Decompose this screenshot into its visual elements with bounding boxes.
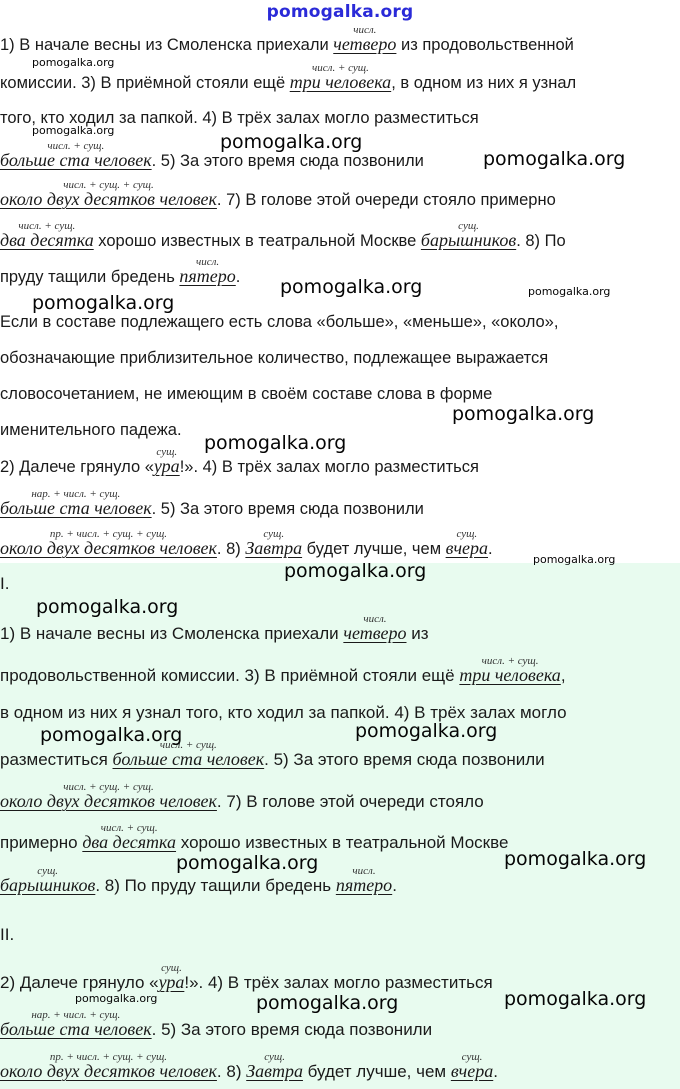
watermark: pomogalka.org <box>280 276 423 298</box>
rule-line-2: обозначающие приблизительное количество, подлежащее выражается <box>0 349 549 367</box>
watermark: pomogalka.org <box>355 720 498 742</box>
watermark: pomogalka.org <box>284 560 427 582</box>
word-okolo-dvuh-desyatkov: пр. + числ. + сущ. + сущ. около двух десятков человек <box>0 1061 217 1081</box>
watermark: pomogalka.org <box>528 285 611 298</box>
watermark: pomogalka.org <box>75 992 158 1005</box>
watermark: pomogalka.org <box>220 131 363 153</box>
annotation: сущ. <box>461 1051 483 1063</box>
section-heading-1: I. <box>0 574 10 593</box>
watermark: pomogalka.org <box>452 403 595 425</box>
annotation: сущ. <box>458 220 479 232</box>
rule-line-4: именительного падежа. <box>0 421 182 439</box>
upper-line-2: комиссии. 3) В приёмной стояли ещё числ. + сущ. три человека, в одном из них я узнал <box>0 72 576 93</box>
upper-line-9: нар. + числ. + сущ. больше ста человек. 5) За этого время сюда позвонили <box>0 498 424 519</box>
annotation: числ. + сущ. <box>100 822 158 834</box>
word-ura: сущ. ура <box>154 456 180 476</box>
watermark: pomogalka.org <box>36 596 179 618</box>
word-pyatero: числ. пятеро <box>336 875 392 895</box>
annotation: числ. <box>352 865 376 877</box>
word-bolshe-sta-chelovek: нар. + числ. + сущ. больше ста человек <box>0 498 152 518</box>
upper-line-1: 1) В начале весны из Смоленска приехали числ. четверо из продовольственной <box>0 34 574 55</box>
upper-line-6: числ. + сущ. два десятка хорошо известных в театральной Москве сущ. барышников. 8) По <box>0 230 566 251</box>
word-bolshe-sta-chelovek: числ. + сущ. больше ста человек <box>0 150 152 170</box>
annotation: нар. + числ. + сущ. <box>31 1009 121 1021</box>
word-baryshnikov: сущ. барышников <box>0 875 95 895</box>
watermark: pomogalka.org <box>256 992 399 1014</box>
annotation: числ. <box>363 613 387 625</box>
annotation: числ. <box>353 24 377 36</box>
lower-line-3: в одном из них я узнал того, кто ходил за папкой. 4) В трёх залах могло <box>0 703 567 722</box>
word-dva-desyatka: числ. + сущ. два десятка <box>82 832 176 852</box>
lower-line-8: 2) Далече грянуло « сущ. ура!». 4) В трёх залах могло разместиться <box>0 972 493 993</box>
upper-line-8: 2) Далече грянуло « сущ. ура!». 4) В трёх залах могло разместиться <box>0 456 479 477</box>
upper-line-3: того, кто ходил за папкой. 4) В трёх залах могло разместиться <box>0 109 479 127</box>
lower-line-4: разместиться числ. + сущ. больше ста человек. 5) За этого время сюда позвонили <box>0 749 545 770</box>
watermark: pomogalka.org <box>504 848 647 870</box>
watermark: pomogalka.org <box>40 724 183 746</box>
annotation: пр. + числ. + сущ. + сущ. <box>49 1051 168 1063</box>
annotation: числ. + сущ. <box>481 655 539 667</box>
word-dva-desyatka: числ. + сущ. два десятка <box>0 230 94 250</box>
annotation: сущ. <box>37 865 59 877</box>
word-chetvero: числ. четверо <box>343 623 406 643</box>
upper-line-5: числ. + сущ. + сущ. около двух десятков человек. 7) В голове этой очереди стояло примерно <box>0 189 556 210</box>
top-watermark: pomogalka.org <box>266 2 414 22</box>
word-pyatero: числ. пятеро <box>179 266 235 286</box>
word-okolo-dvuh-desyatkov: пр. + числ. + сущ. + сущ. около двух десятков человек <box>0 538 217 558</box>
section-heading-2: II. <box>0 925 15 944</box>
watermark: pomogalka.org <box>204 432 347 454</box>
annotation: нар. + числ. + сущ. <box>31 488 121 500</box>
annotation: числ. + сущ. <box>312 62 369 74</box>
word-tri-cheloveka: числ. + сущ. три человека <box>290 72 391 92</box>
word-ura: сущ. ура <box>159 972 185 992</box>
watermark: pomogalka.org <box>533 553 616 566</box>
annotation: числ. + сущ. + сущ. <box>63 179 154 191</box>
word-zavtra: сущ. Завтра <box>246 1061 303 1081</box>
upper-line-7: пруду тащили бредень числ. пятеро. <box>0 266 240 287</box>
word-bolshe-sta-chelovek: нар. + числ. + сущ. больше ста человек <box>0 1019 152 1039</box>
watermark: pomogalka.org <box>504 988 647 1010</box>
annotation: числ. + сущ. <box>47 140 105 152</box>
annotation: сущ. <box>263 528 285 540</box>
word-vchera: сущ. вчера <box>451 1061 493 1081</box>
annotation: числ. + сущ. + сущ. <box>63 781 154 793</box>
annotation: пр. + числ. + сущ. + сущ. <box>49 528 168 540</box>
annotation: числ. <box>195 256 220 268</box>
watermark: pomogalka.org <box>32 292 175 314</box>
lower-line-7: сущ. барышников. 8) По пруду тащили бредень числ. пятеро. <box>0 875 397 896</box>
annotation: сущ. <box>161 962 182 974</box>
word-baryshnikov: сущ. барышников <box>421 230 516 250</box>
word-chetvero: числ. четверо <box>333 34 396 54</box>
annotation: числ. + сущ. <box>18 220 76 232</box>
upper-line-4: числ. + сущ. больше ста человек. 5) За этого время сюда позвонили <box>0 150 424 171</box>
annotation: сущ. <box>156 446 178 458</box>
watermark: pomogalka.org <box>32 56 115 69</box>
word-okolo-dvuh-desyatkov: числ. + сущ. + сущ. около двух десятков человек <box>0 791 217 811</box>
word-bolshe-sta-chelovek: числ. + сущ. больше ста человек <box>113 749 265 769</box>
lower-line-10: пр. + числ. + сущ. + сущ. около двух десятков человек. 8) сущ. Завтра будет лучше, чем сущ. вчера. <box>0 1061 498 1082</box>
word-vchera: сущ. вчера <box>446 538 488 558</box>
word-tri-cheloveka: числ. + сущ. три человека <box>459 665 560 685</box>
rule-line-3: словосочетанием, не имеющим в своём составе слова в форме <box>0 385 493 403</box>
annotation: сущ. <box>264 1051 285 1063</box>
watermark: pomogalka.org <box>176 852 319 874</box>
upper-line-10: пр. + числ. + сущ. + сущ. около двух десятков человек. 8) сущ. Завтра будет лучше, чем сущ. вчера. <box>0 538 493 559</box>
word-okolo-dvuh-desyatkov: числ. + сущ. + сущ. около двух десятков человек <box>0 189 217 209</box>
watermark: pomogalka.org <box>32 124 115 137</box>
watermark: pomogalka.org <box>483 148 626 170</box>
annotation: числ. + сущ. <box>159 739 217 751</box>
word-zavtra: сущ. Завтра <box>245 538 302 558</box>
lower-line-6: примерно числ. + сущ. два десятка хорошо известных в театральной Москве <box>0 832 508 853</box>
lower-line-1: 1) В начале весны из Смоленска приехали числ. четверо из <box>0 623 429 644</box>
annotation: сущ. <box>456 528 478 540</box>
rule-line-1: Если в составе подлежащего есть слова «больше», «меньше», «около», <box>0 313 559 331</box>
lower-line-2: продовольственной комиссии. 3) В приёмной стояли ещё числ. + сущ. три человека, <box>0 665 566 686</box>
lower-line-9: нар. + числ. + сущ. больше ста человек. 5) За этого время сюда позвонили <box>0 1019 432 1040</box>
lower-line-5: числ. + сущ. + сущ. около двух десятков человек. 7) В голове этой очереди стояло <box>0 791 484 812</box>
